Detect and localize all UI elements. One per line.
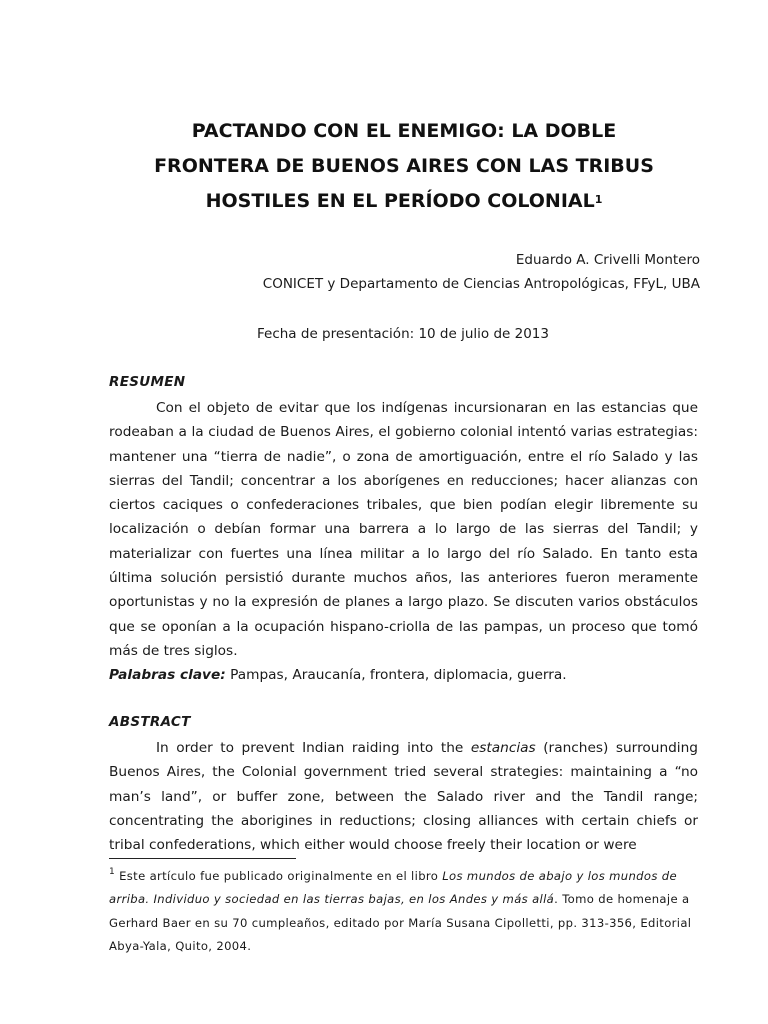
footnote-text-start: Este artículo fue publicado originalmente en el libro	[115, 868, 443, 883]
keywords-line	[109, 663, 698, 687]
keywords-label: Palabras clave	[109, 667, 221, 684]
title-line-3	[108, 184, 700, 219]
submission-date: Fecha de presentación: 10 de julio de 2013	[257, 326, 549, 342]
title-line-3-text: HOSTILES EN EL PERÍODO COLONIAL	[205, 190, 595, 212]
abstract-paragraph	[109, 736, 698, 857]
author-affiliation: CONICET y Departamento de Ciencias Antropológicas, FFyL, UBA	[262, 276, 700, 292]
footnote-mark: 1	[109, 867, 116, 877]
resumen-paragraph: Con el objeto de evitar que los indígenas incursionaran en las estancias que rodeaban a la ciudad de Buenos Aires, el gobierno colonial intentó varias estrategias: mantener una “tierra de nadie”, o zona de amortiguación, entre el río Salado y las sierras del Tandil; concentrar a los aborígenes en reducciones; hacer alianzas con ciertos caciques o confederaciones tribales, que bien podían elegir libremente su localización o debían formar una barrera a lo largo de las sierras del Tandil; y materializar con fuertes una línea militar a lo largo del río Salado. En tanto esta última solución persistió durante muchos años, las anteriores fueron meramente oportunistas y no la expresión de planes a largo plazo. Se discuten varios obstáculos que se oponían a la ocupación hispano-criolla de las pampas, un proceso que tomó más de tres siglos.	[109, 400, 698, 659]
resumen-section	[109, 396, 698, 688]
abstract-text-start: In order to prevent Indian raiding into the	[156, 740, 471, 756]
resumen-heading: RESUMEN	[109, 374, 186, 390]
footnote-book-title: Los mundos de abajo y los mundos de arriba. Individuo y sociedad en las tierras bajas, en los Andes y más allá	[109, 868, 677, 907]
footnote-text-end: . Tomo de homenaje a Gerhard Baer en su 70 cumpleaños, editado por María Susana Cipolletti, pp. 313-356, Editorial Abya-Yala, Quito, 2004.	[109, 892, 692, 954]
abstract-text-end: (ranches) surrounding Buenos Aires, the Colonial government tried several strategies: maintaining a “no man’s land”, or buffer zone, between the Salado river and the Tandil range; concentrating the aborigines in reductions; closing alliances with certain chiefs or tribal confederations, which either would choose freely their location or were	[109, 740, 698, 854]
abstract-section	[109, 736, 698, 857]
abstract-italic-term: estancias	[470, 740, 536, 756]
title-footnote-mark: 1	[594, 193, 603, 206]
footnote	[109, 862, 698, 959]
title-line-1: PACTANDO CON EL ENEMIGO: LA DOBLE	[191, 120, 617, 142]
title-line-2: FRONTERA DE BUENOS AIRES CON LAS TRIBUS	[154, 155, 654, 177]
footnote-divider	[109, 858, 296, 859]
keywords-text: Pampas, Araucanía, frontera, diplomacia, guerra.	[225, 667, 567, 684]
article-title	[108, 114, 700, 219]
author-name: Eduardo A. Crivelli Montero	[515, 252, 700, 268]
keywords-separator: :	[220, 667, 226, 684]
abstract-heading: ABSTRACT	[109, 714, 191, 730]
footnote-paragraph	[109, 862, 698, 959]
